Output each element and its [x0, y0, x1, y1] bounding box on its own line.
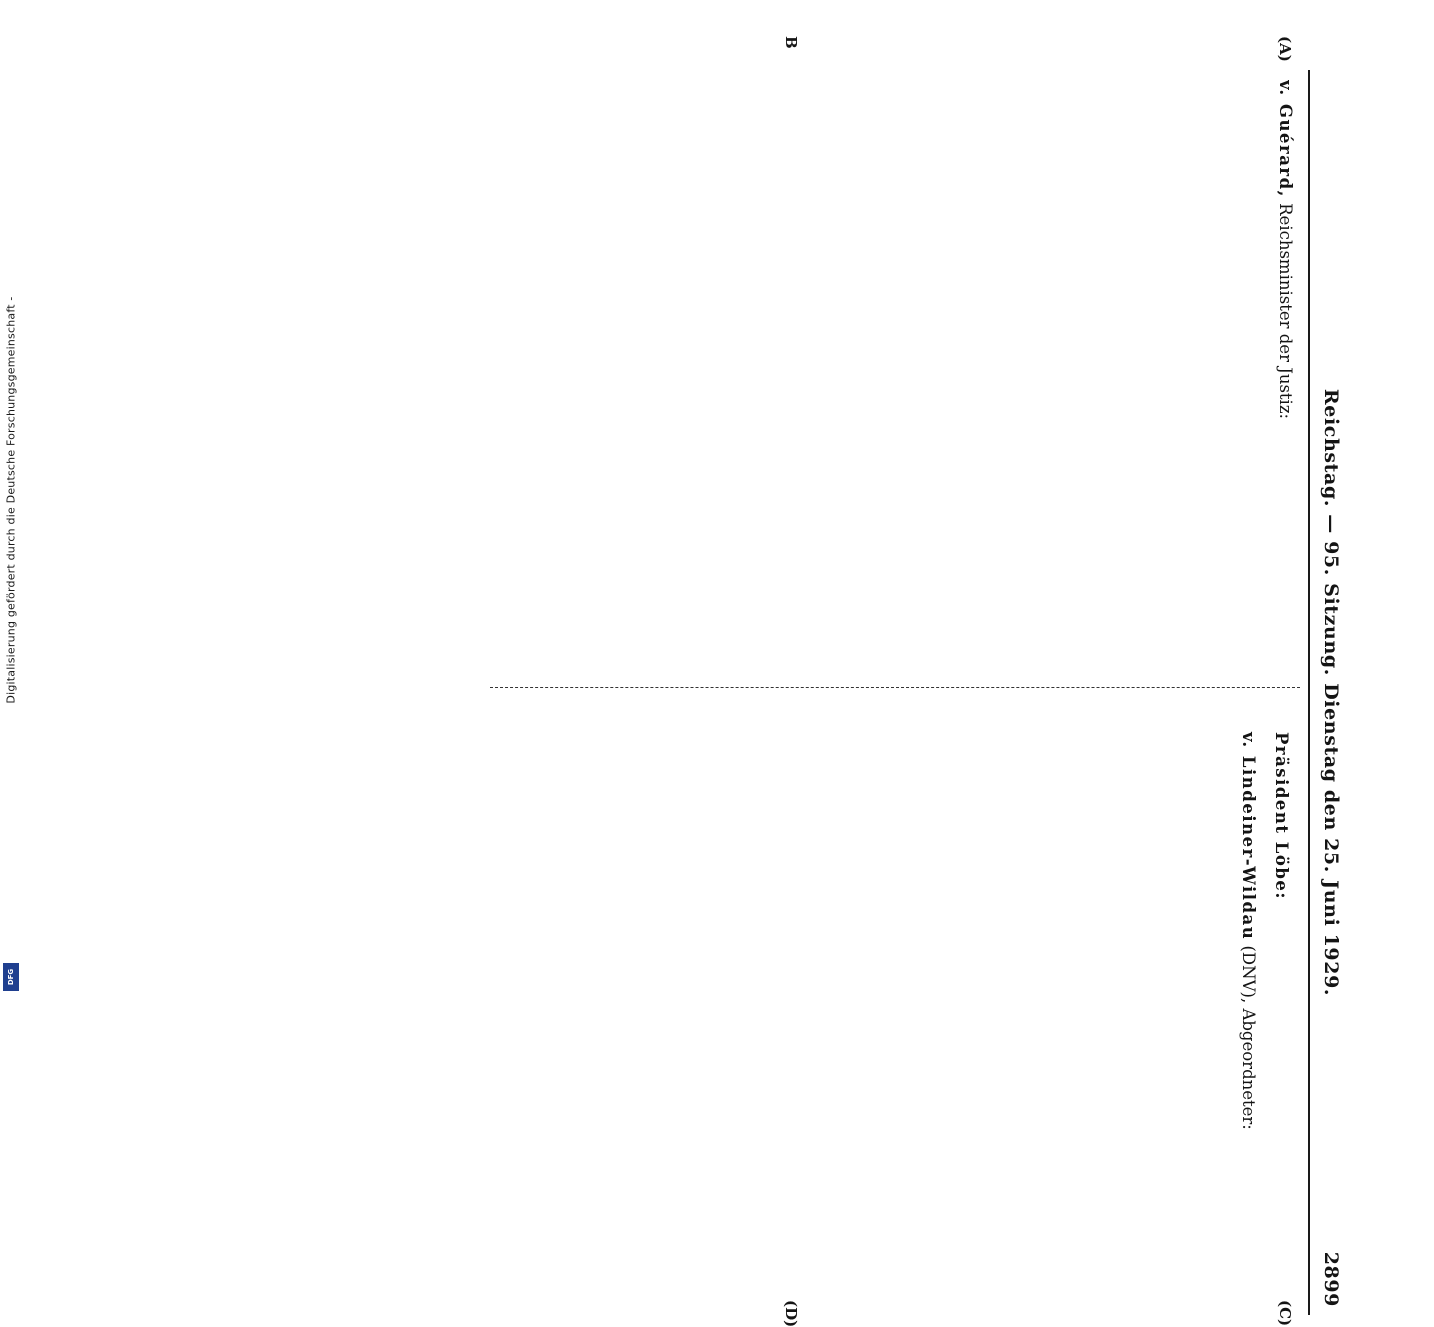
right-column	[490, 710, 1300, 1298]
dfg-logo-badge: DFG	[3, 963, 19, 991]
next-speaker-role: Abgeordneter:	[1239, 1008, 1258, 1130]
text-columns	[490, 36, 1300, 1327]
left-column	[490, 80, 1300, 668]
president-speech	[1267, 710, 1296, 1298]
left-speaker-line	[1271, 80, 1300, 668]
speaker-role: Reichsminister der Justiz:	[1276, 203, 1295, 420]
page-header	[1308, 70, 1354, 1315]
rotated-page	[109, 36, 1354, 1327]
margin-marker-d: (D)	[782, 1300, 800, 1327]
margin-marker-c: (C)	[1276, 1300, 1294, 1327]
next-speaker-line	[1234, 710, 1263, 1298]
margin-marker-a: (A)	[1276, 36, 1294, 62]
column-divider	[490, 687, 1300, 688]
digitization-credit: Digitalisierung gefördert durch die Deutsche Forschungsgemeinschaft -	[4, 296, 18, 704]
running-head: Reichstag. — 95. Sitzung. Dienstag den 25. Juni 1929.	[1320, 388, 1342, 997]
president-speaker: Präsident Löbe:	[1272, 732, 1291, 900]
speaker-name: v. Guérard,	[1276, 80, 1295, 198]
next-speaker-name: v. Lindeiner-Wildau	[1239, 732, 1258, 941]
digitization-footer	[0, 0, 22, 1000]
margin-marker-b: B	[782, 36, 800, 49]
page-number: 2899	[1320, 1251, 1342, 1307]
next-speaker-party: (DNV),	[1239, 945, 1258, 1004]
